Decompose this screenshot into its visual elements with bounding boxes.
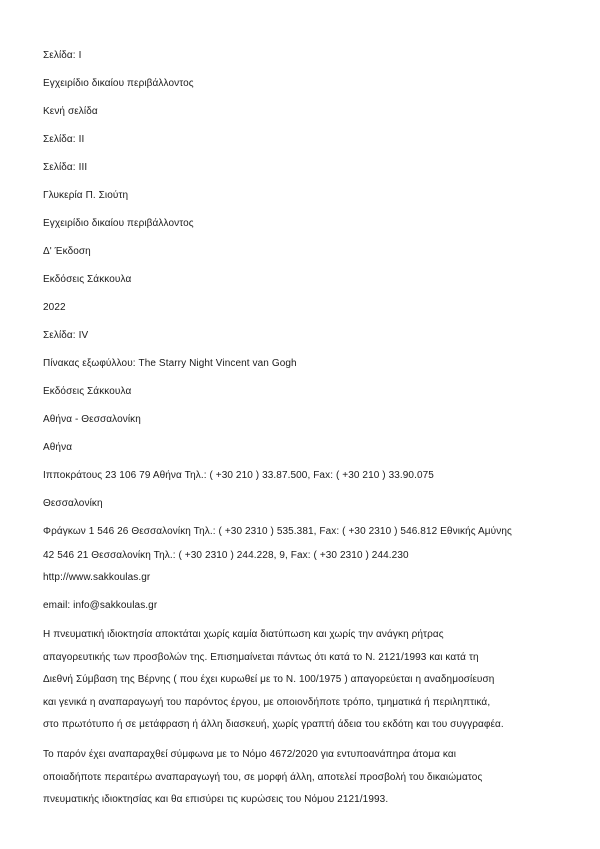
paragraph-line: πνευματικής ιδιοκτησίας και θα επισύρει τις κυρώσεις του Νόμου 2121/1993. [43,794,389,805]
publisher-name-repeat: Εκδόσεις Σάκκουλα [43,386,132,397]
blank-page-label: Κενή σελίδα [43,106,98,117]
edition-label: Δ' Έκδοση [43,246,91,257]
thessaloniki-heading: Θεσσαλονίκη [43,498,103,509]
copyright-paragraph [43,624,563,737]
page-marker-4: Σελίδα: IV [43,330,89,341]
website-link[interactable]: http://www.sakkoulas.gr [43,572,151,583]
email-link[interactable]: email: info@sakkoulas.gr [43,600,158,611]
cover-credit: Πίνακας εξωφύλλου: The Starry Night Vincent van Gogh [43,358,297,369]
page-marker-2: Σελίδα: II [43,134,85,145]
page-marker-1: Σελίδα: I [43,50,82,61]
author-name: Γλυκερία Π. Σιούτη [43,190,129,201]
paragraph-line: στο πρωτότυπο ή σε μετάφραση ή άλλη διασκευή, χωρίς γραπτή άδεια του εκδότη και του συγγραφέα. [43,719,504,730]
book-title-repeat: Εγχειρίδιο δικαίου περιβάλλοντος [43,218,194,229]
paragraph-line: οποιαδήποτε περαιτέρω αναπαραγωγή του, σε μορφή άλλη, αποτελεί προσβολή του δικαιώματος [43,771,483,783]
athens-heading: Αθήνα [43,442,73,453]
publisher-name: Εκδόσεις Σάκκουλα [43,274,132,285]
publisher-cities: Αθήνα - Θεσσαλονίκη [43,414,141,425]
paragraph-line: Διεθνή Σύμβαση της Βέρνης ( που έχει κυρωθεί με το Ν. 100/1975 ) απαγορεύεται η αναδημοσίευση [43,674,495,685]
athens-address: Ιπποκράτους 23 106 79 Αθήνα Τηλ.: ( +30 210 ) 33.87.500, Fax: ( +30 210 ) 33.90.075 [43,470,434,481]
thessaloniki-address-line-2: 42 546 21 Θεσσαλονίκη Τηλ.: ( +30 2310 ) 244.228, 9, Fax: ( +30 2310 ) 244.230 [43,550,409,561]
reproduction-paragraph [43,744,563,812]
paragraph-line: Το παρόν έχει αναπαραχθεί σύμφωνα με το Νόμο 4672/2020 για εντυποανάπηρα άτομα και [43,749,457,760]
paragraph-line: Η πνευματική ιδιοκτησία αποκτάται χωρίς καμία διατύπωση και χωρίς την ανάγκη ρήτρας [43,629,444,640]
publication-year: 2022 [43,302,66,313]
page-marker-3: Σελίδα: III [43,162,88,173]
paragraph-line: και γενικά η αναπαραγωγή του παρόντος έργου, με οποιονδήποτε τρόπο, τμηματικά ή περιληπτικά, [43,696,491,708]
book-title: Εγχειρίδιο δικαίου περιβάλλοντος [43,78,194,89]
thessaloniki-address-line-1: Φράγκων 1 546 26 Θεσσαλονίκη Τηλ.: ( +30 2310 ) 535.381, Fax: ( +30 2310 ) 546.812 Εθνικής Αμύνης [43,526,512,537]
paragraph-line: απαγορευτικής των προσβολών της. Επισημαίνεται πάντως ότι κατά το Ν. 2121/1993 και κατά τη [43,651,479,663]
